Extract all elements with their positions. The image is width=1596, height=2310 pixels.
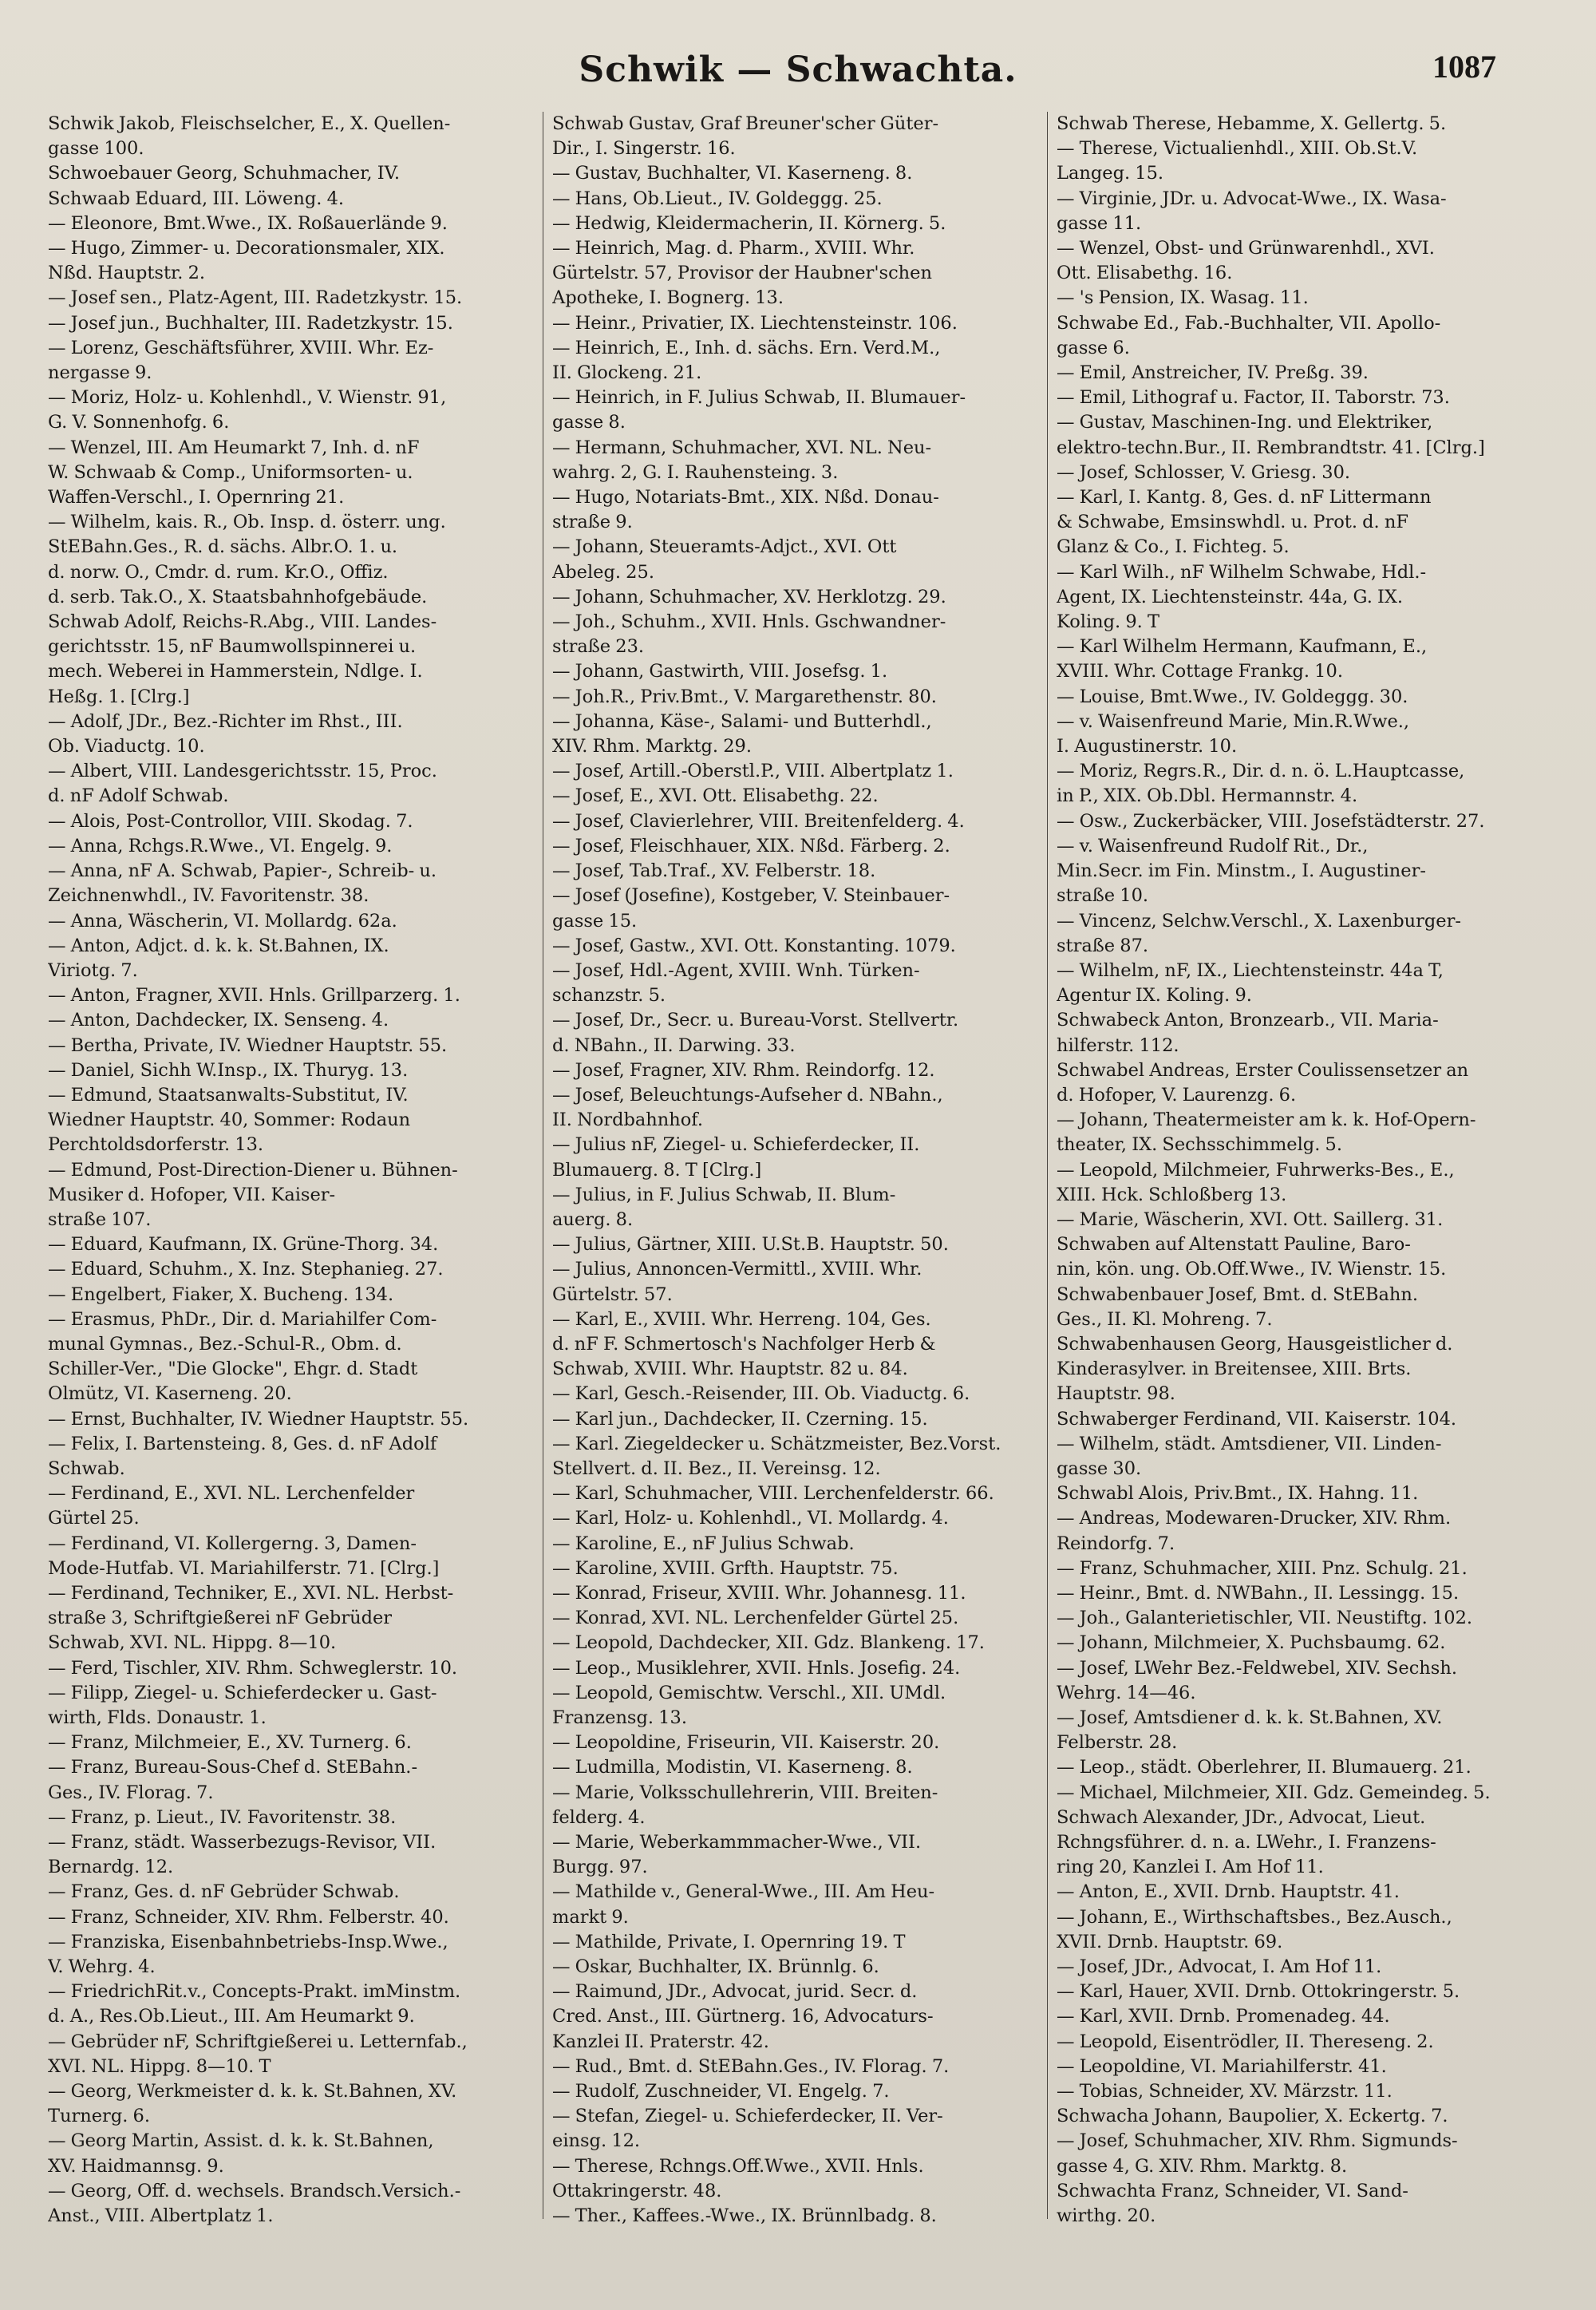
directory-line: Schwabel Andreas, Erster Coulissensetzer an: [1057, 1059, 1469, 1081]
directory-line: Schwab, XVIII. Whr. Hauptstr. 82 u. 84.: [552, 1359, 908, 1380]
directory-line: Schwab, XVI. NL. Hippg. 8—10.: [48, 1632, 337, 1654]
directory-line: — Franz, Schneider, XIV. Rhm. Felberstr. 40.: [48, 1906, 449, 1928]
directory-line: — Joh., Schuhm., XVII. Hnls. Gschwandner-: [552, 611, 946, 633]
directory-line: — Rud., Bmt. d. StEBahn.Ges., IV. Florag. 7.: [552, 2055, 950, 2077]
directory-line: & Schwabe, Emsinswhdl. u. Prot. d. nF: [1057, 512, 1408, 533]
directory-line: Viriotg. 7.: [48, 959, 138, 981]
directory-line: Gürtelstr. 57.: [552, 1284, 673, 1305]
directory-line: Schwaab Eduard, III. Löweng. 4.: [48, 188, 345, 209]
directory-line: in P., XIX. Ob.Dbl. Hermannstr. 4.: [1057, 785, 1358, 807]
directory-line: d. Hofoper, V. Laurenzg. 6.: [1057, 1084, 1297, 1106]
directory-line: — Karl jun., Dachdecker, II. Czerning. 15.: [552, 1408, 928, 1430]
directory-line: — Konrad, XVI. NL. Lerchenfelder Gürtel 25.: [552, 1608, 959, 1629]
directory-line: — Karl, Gesch.-Reisender, III. Ob. Viaductg. 6.: [552, 1383, 970, 1405]
directory-line: gasse 8.: [552, 412, 626, 433]
directory-line: Kinderasylver. in Breitensee, XIII. Brts.: [1057, 1359, 1412, 1380]
directory-line: — Josef, Fleischhauer, XIX. Nßd. Färberg. 2.: [552, 835, 950, 856]
directory-line: — Albert, VIII. Landesgerichtsstr. 15, Proc.: [48, 761, 437, 782]
directory-line: — Ludmilla, Modistin, VI. Kaserneng. 8.: [552, 1757, 913, 1778]
directory-line: Kanzlei II. Praterstr. 42.: [552, 2031, 769, 2052]
directory-line: — Eleonore, Bmt.Wwe., IX. Roßauerlände 9.: [48, 212, 448, 234]
directory-line: — Leop., Musiklehrer, XVII. Hnls. Josefig. 24.: [552, 1657, 961, 1679]
directory-line: — Tobias, Schneider, XV. Märzstr. 11.: [1057, 2081, 1393, 2102]
column-2: [552, 112, 1041, 2267]
directory-line: Agentur IX. Koling. 9.: [1057, 985, 1252, 1007]
directory-line: — Wilhelm, nF, IX., Liechtensteinstr. 44a T,: [1057, 959, 1444, 981]
directory-line: — Joh., Galanterietischler, VII. Neustiftg. 102.: [1057, 1608, 1473, 1629]
directory-line: — Ferdinand, Techniker, E., XVI. NL. Herbst-: [48, 1582, 454, 1604]
directory-line: gasse 11.: [1057, 212, 1142, 234]
directory-line: — v. Waisenfreund Marie, Min.R.Wwe.,: [1057, 710, 1410, 732]
directory-line: Wiedner Hauptstr. 40, Sommer: Rodaun: [48, 1110, 411, 1131]
directory-line: — Rudolf, Zuschneider, VI. Engelg. 7.: [552, 2081, 890, 2102]
directory-line: gasse 4, G. XIV. Rhm. Marktg. 8.: [1057, 2155, 1348, 2177]
directory-line: — Heinr., Bmt. d. NWBahn., II. Lessingg. 15.: [1057, 1582, 1460, 1604]
directory-line: — Louise, Bmt.Wwe., IV. Goldeggg. 30.: [1057, 686, 1408, 707]
column-divider: [1047, 112, 1048, 2219]
directory-line: — Virginie, JDr. u. Advocat-Wwe., IX. Wasa-: [1057, 188, 1447, 209]
directory-line: V. Wehrg. 4.: [48, 1956, 156, 1978]
directory-line: — Raimund, JDr., Advocat, jurid. Secr. d.: [552, 1981, 918, 2003]
directory-line: — Erasmus, PhDr., Dir. d. Mariahilfer Com-: [48, 1308, 437, 1330]
directory-line: — Karl. Ziegeldecker u. Schätzmeister, Bez.Vorst.: [552, 1433, 1001, 1454]
directory-line: Apotheke, I. Bognerg. 13.: [552, 287, 784, 309]
directory-line: — Wenzel, III. Am Heumarkt 7, Inh. d. nF: [48, 437, 420, 458]
directory-line: — Franz, Bureau-Sous-Chef d. StEBahn.-: [48, 1757, 418, 1778]
directory-line: — Adolf, JDr., Bez.-Richter im Rhst., III.: [48, 710, 403, 732]
directory-line: — Ferdinand, VI. Kollergerng. 3, Damen-: [48, 1533, 417, 1554]
directory-line: — Anton, Dachdecker, IX. Senseng. 4.: [48, 1010, 389, 1031]
directory-line: gerichtsstr. 15, nF Baumwollspinnerei u.: [48, 636, 417, 658]
directory-line: — Gebrüder nF, Schriftgießerei u. Letternfab.,: [48, 2031, 468, 2052]
directory-line: hilferstr. 112.: [1057, 1034, 1179, 1056]
directory-line: — Anna, Rchgs.R.Wwe., VI. Engelg. 9.: [48, 835, 393, 856]
directory-line: — Moriz, Regrs.R., Dir. d. n. ö. L.Hauptcasse,: [1057, 761, 1465, 782]
directory-line: — Marie, Weberkammmacher-Wwe., VII.: [552, 1832, 922, 1853]
directory-line: Rchngsführer. d. n. a. LWehr., I. Franzens-: [1057, 1832, 1436, 1853]
directory-line: — Josef, Clavierlehrer, VIII. Breitenfelderg. 4.: [552, 810, 965, 832]
directory-line: Schwachta Franz, Schneider, VI. Sand-: [1057, 2180, 1408, 2201]
directory-line: Schwabenbauer Josef, Bmt. d. StEBahn.: [1057, 1284, 1419, 1305]
directory-line: markt 9.: [552, 1906, 629, 1928]
directory-line: — Marie, Wäscherin, XVI. Ott. Saillerg. 31.: [1057, 1208, 1444, 1230]
directory-line: Schwacha Johann, Baupolier, X. Eckertg. 7.: [1057, 2106, 1448, 2127]
directory-line: — Johann, Steueramts-Adjct., XVI. Ott: [552, 536, 897, 558]
directory-line: — Gustav, Maschinen-Ing. und Elektriker,: [1057, 412, 1433, 433]
directory-line: Anst., VIII. Albertplatz 1.: [48, 2205, 274, 2227]
directory-line: — Vincenz, Selchw.Verschl., X. Laxenburger-: [1057, 910, 1461, 932]
directory-line: — Josef, Hdl.-Agent, XVIII. Wnh. Türken-: [552, 959, 920, 981]
directory-line: — Josef, Gastw., XVI. Ott. Konstanting. 1079.: [552, 935, 956, 956]
directory-line: Mode-Hutfab. VI. Mariahilferstr. 71. [Clrg.]: [48, 1557, 440, 1579]
directory-line: nergasse 9.: [48, 362, 152, 384]
directory-line: Stellvert. d. II. Bez., II. Vereinsg. 12.: [552, 1458, 881, 1479]
directory-line: — Josef, Artill.-Oberstl.P., VIII. Albertplatz 1.: [552, 761, 954, 782]
directory-line: — Josef, Tab.Traf., XV. Felberstr. 18.: [552, 860, 876, 882]
directory-line: — Karl, Holz- u. Kohlenhdl., VI. Mollardg. 4.: [552, 1508, 949, 1529]
directory-line: — Michael, Milchmeier, XII. Gdz. Gemeindeg. 5.: [1057, 1782, 1491, 1803]
directory-line: straße 10.: [1057, 885, 1149, 907]
directory-line: Nßd. Hauptstr. 2.: [48, 263, 206, 284]
directory-line: — Julius, in F. Julius Schwab, II. Blum-: [552, 1184, 896, 1205]
directory-line: nin, kön. ung. Ob.Off.Wwe., IV. Wienstr. 15.: [1057, 1259, 1447, 1280]
directory-line: Schwab Gustav, Graf Breuner'scher Güter-: [552, 113, 939, 134]
directory-line: d. nF F. Schmertosch's Nachfolger Herb &: [552, 1333, 936, 1355]
column-1: [48, 112, 536, 2267]
directory-line: — Karl, Hauer, XVII. Drnb. Ottokringerstr. 5.: [1057, 1981, 1460, 2003]
directory-line: — FriedrichRit.v., Concepts-Prakt. imMinstm.: [48, 1981, 461, 2003]
directory-line: d. nF Adolf Schwab.: [48, 785, 229, 807]
directory-line: XV. Haidmannsg. 9.: [48, 2155, 224, 2177]
directory-line: XVI. NL. Hippg. 8—10. T: [48, 2055, 271, 2077]
directory-line: — Mathilde v., General-Wwe., III. Am Heu-: [552, 1881, 935, 1903]
directory-line: II. Glockeng. 21.: [552, 362, 702, 384]
directory-line: Gürtelstr. 57, Provisor der Haubner'schen: [552, 263, 932, 284]
directory-line: — Karl, I. Kantg. 8, Ges. d. nF Littermann: [1057, 487, 1432, 508]
directory-line: Schwabeck Anton, Bronzearb., VII. Maria-: [1057, 1010, 1439, 1031]
directory-line: — Leopold, Milchmeier, Fuhrwerks-Bes., E.,: [1057, 1159, 1455, 1181]
directory-line: — Edmund, Staatsanwalts-Substitut, IV.: [48, 1084, 409, 1106]
directory-line: Musiker d. Hofoper, VII. Kaiser-: [48, 1184, 336, 1205]
directory-line: — Karl, XVII. Drnb. Promenadeg. 44.: [1057, 2006, 1390, 2027]
directory-line: II. Nordbahnhof.: [552, 1110, 703, 1131]
directory-line: — Julius, Gärtner, XIII. U.St.B. Hauptstr. 50.: [552, 1234, 949, 1256]
directory-line: — Johann, E., Wirthschaftsbes., Bez.Ausch.,: [1057, 1906, 1452, 1928]
directory-line: Turnerg. 6.: [48, 2106, 150, 2127]
directory-line: Ob. Viaductg. 10.: [48, 736, 205, 757]
directory-line: Blumauerg. 8. T [Clrg.]: [552, 1159, 762, 1181]
directory-line: I. Augustinerstr. 10.: [1057, 736, 1238, 757]
directory-line: d. NBahn., II. Darwing. 33.: [552, 1034, 796, 1056]
directory-line: felderg. 4.: [552, 1806, 646, 1828]
directory-line: Schwaben auf Altenstatt Pauline, Baro-: [1057, 1234, 1411, 1256]
directory-line: — Karoline, XVIII. Grfth. Hauptstr. 75.: [552, 1557, 899, 1579]
directory-line: Koling. 9. T: [1057, 611, 1159, 633]
directory-line: — Leop., städt. Oberlehrer, II. Blumauerg. 21.: [1057, 1757, 1472, 1778]
directory-line: — Hans, Ob.Lieut., IV. Goldeggg. 25.: [552, 188, 883, 209]
directory-line: — Georg Martin, Assist. d. k. k. St.Bahnen,: [48, 2130, 434, 2152]
directory-line: — Josef, E., XVI. Ott. Elisabethg. 22.: [552, 785, 879, 807]
directory-line: — Lorenz, Geschäftsführer, XVIII. Whr. Ez-: [48, 337, 434, 358]
directory-line: — Leopold, Eisentrödler, II. Thereseng. 2.: [1057, 2031, 1434, 2052]
directory-line: — Leopold, Gemischtw. Verschl., XII. UMdl.: [552, 1682, 946, 1703]
directory-line: — Georg, Werkmeister d. k. k. St.Bahnen, XV.: [48, 2081, 457, 2102]
directory-line: — Edmund, Post-Direction-Diener u. Bühnen-: [48, 1159, 458, 1181]
directory-line: Waffen-Verschl., I. Opernring 21.: [48, 487, 345, 508]
directory-line: — Franz, Ges. d. nF Gebrüder Schwab.: [48, 1881, 400, 1903]
directory-line: — Felix, I. Bartensteing. 8, Ges. d. nF Adolf: [48, 1433, 437, 1454]
directory-line: XVII. Drnb. Hauptstr. 69.: [1057, 1931, 1283, 1952]
directory-line: — Anton, Adjct. d. k. k. St.Bahnen, IX.: [48, 935, 389, 956]
directory-line: — Engelbert, Fiaker, X. Bucheng. 134.: [48, 1284, 394, 1305]
directory-line: Hauptstr. 98.: [1057, 1383, 1175, 1405]
directory-columns: [48, 112, 1548, 2267]
directory-line: Schwach Alexander, JDr., Advocat, Lieut.: [1057, 1806, 1426, 1828]
directory-line: Ott. Elisabethg. 16.: [1057, 263, 1233, 284]
directory-line: — Oskar, Buchhalter, IX. Brünnlg. 6.: [552, 1956, 879, 1978]
directory-line: — Eduard, Schuhm., X. Inz. Stephanieg. 27.: [48, 1259, 444, 1280]
directory-line: — Franz, Milchmeier, E., XV. Turnerg. 6.: [48, 1732, 412, 1754]
directory-line: straße 107.: [48, 1208, 152, 1230]
directory-line: Schwabenhausen Georg, Hausgeistlicher d.: [1057, 1333, 1453, 1355]
directory-line: — Emil, Anstreicher, IV. Preßg. 39.: [1057, 362, 1369, 384]
directory-line: — Leopoldine, VI. Mariahilferstr. 41.: [1057, 2055, 1387, 2077]
directory-line: munal Gymnas., Bez.-Schul-R., Obm. d.: [48, 1333, 402, 1355]
directory-line: — Therese, Victualienhdl., XIII. Ob.St.V.: [1057, 138, 1418, 160]
directory-line: Schwik Jakob, Fleischselcher, E., X. Quellen-: [48, 113, 451, 134]
directory-line: — Hugo, Notariats-Bmt., XIX. Nßd. Donau-: [552, 487, 939, 508]
directory-line: — Mathilde, Private, I. Opernring 19. T: [552, 1931, 906, 1952]
directory-line: Ges., IV. Florag. 7.: [48, 1782, 214, 1803]
directory-line: — Josef, Beleuchtungs-Aufseher d. NBahn.,: [552, 1084, 943, 1106]
directory-line: — Heinr., Privatier, IX. Liechtensteinstr. 106.: [552, 312, 958, 334]
directory-line: — Josef, JDr., Advocat, I. Am Hof 11.: [1057, 1956, 1382, 1978]
directory-line: — Filipp, Ziegel- u. Schieferdecker u. Gast-: [48, 1682, 437, 1703]
directory-line: gasse 30.: [1057, 1458, 1142, 1479]
directory-line: Wehrg. 14—46.: [1057, 1682, 1196, 1703]
directory-line: wirth, Flds. Donaustr. 1.: [48, 1707, 267, 1728]
directory-line: — Ther., Kaffees.-Wwe., IX. Brünnlbadg. 8.: [552, 2205, 937, 2227]
directory-line: XVIII. Whr. Cottage Frankg. 10.: [1057, 661, 1343, 682]
directory-line: — Hermann, Schuhmacher, XVI. NL. Neu-: [552, 437, 932, 458]
directory-line: theater, IX. Sechsschimmelg. 5.: [1057, 1134, 1342, 1156]
directory-line: — Franz, p. Lieut., IV. Favoritenstr. 38.: [48, 1806, 397, 1828]
directory-line: — Josef (Josefine), Kostgeber, V. Steinbauer-: [552, 885, 950, 907]
directory-line: Schwabl Alois, Priv.Bmt., IX. Hahng. 11.: [1057, 1483, 1419, 1505]
directory-line: — v. Waisenfreund Rudolf Rit., Dr.,: [1057, 835, 1369, 856]
directory-line: — Karl Wilhelm Hermann, Kaufmann, E.,: [1057, 636, 1428, 658]
directory-line: gasse 100.: [48, 138, 144, 160]
directory-line: — Marie, Volksschullehrerin, VIII. Breiten-: [552, 1782, 938, 1803]
directory-line: Gürtel 25.: [48, 1508, 140, 1529]
directory-line: — Johanna, Käse-, Salami- und Butterhdl.,: [552, 710, 932, 732]
directory-line: — Johann, Schuhmacher, XV. Herklotzg. 29.: [552, 586, 946, 607]
directory-line: — Osw., Zuckerbäcker, VIII. Josefstädterstr. 27.: [1057, 810, 1485, 832]
directory-line: — Wenzel, Obst- und Grünwarenhdl., XVI.: [1057, 238, 1435, 259]
directory-line: — Leopold, Dachdecker, XII. Gdz. Blankeng. 17.: [552, 1632, 985, 1654]
directory-line: — Josef, Dr., Secr. u. Bureau-Vorst. Stellvertr.: [552, 1010, 959, 1031]
directory-line: d. A., Res.Ob.Lieut., III. Am Heumarkt 9.: [48, 2006, 415, 2027]
directory-line: — Johann, Gastwirth, VIII. Josefsg. 1.: [552, 661, 888, 682]
directory-line: straße 23.: [552, 636, 645, 658]
directory-line: — Josef, LWehr Bez.-Feldwebel, XIV. Sechsh.: [1057, 1657, 1457, 1679]
directory-line: — Johann, Milchmeier, X. Puchsbaumg. 62.: [1057, 1632, 1446, 1654]
directory-line: Schwabe Ed., Fab.-Buchhalter, VII. Apollo-: [1057, 312, 1441, 334]
directory-line: gasse 6.: [1057, 337, 1130, 358]
directory-line: — Josef, Fragner, XIV. Rhm. Reindorfg. 12.: [552, 1059, 935, 1081]
directory-line: — Gustav, Buchhalter, VI. Kaserneng. 8.: [552, 163, 913, 184]
directory-line: — Therese, Rchngs.Off.Wwe., XVII. Hnls.: [552, 2155, 924, 2177]
directory-line: Abeleg. 25.: [552, 561, 654, 583]
directory-line: Cred. Anst., III. Gürtnerg. 16, Advocaturs-: [552, 2006, 934, 2027]
directory-line: Ottakringerstr. 48.: [552, 2180, 722, 2201]
directory-line: — Stefan, Ziegel- u. Schieferdecker, II. Ver-: [552, 2106, 943, 2127]
directory-line: — Ferd, Tischler, XIV. Rhm. Schweglerstr. 10.: [48, 1657, 458, 1679]
directory-line: — Ernst, Buchhalter, IV. Wiedner Hauptstr. 55.: [48, 1408, 469, 1430]
directory-line: wahrg. 2, G. I. Rauhensteing. 3.: [552, 461, 839, 483]
directory-line: d. serb. Tak.O., X. Staatsbahnhofgebäude.: [48, 586, 428, 607]
directory-line: — Ferdinand, E., XVI. NL. Lerchenfelder: [48, 1483, 415, 1505]
directory-line: — Heinrich, Mag. d. Pharm., XVIII. Whr.: [552, 238, 915, 259]
directory-line: — Franziska, Eisenbahnbetriebs-Insp.Wwe.,: [48, 1931, 448, 1952]
directory-line: — Julius, Annoncen-Vermittl., XVIII. Whr.: [552, 1259, 922, 1280]
directory-line: Schiller-Ver., "Die Glocke", Ehgr. d. Stadt: [48, 1359, 418, 1380]
column-3: [1057, 112, 1545, 2267]
directory-line: mech. Weberei in Hammerstein, Ndlge. I.: [48, 661, 423, 682]
directory-line: Schwab Therese, Hebamme, X. Gellertg. 5.: [1057, 113, 1447, 134]
directory-line: — Emil, Lithograf u. Factor, II. Taborstr. 73.: [1057, 387, 1450, 409]
directory-line: Reindorfg. 7.: [1057, 1533, 1175, 1554]
directory-line: — Heinrich, in F. Julius Schwab, II. Blumauer-: [552, 387, 966, 409]
directory-line: — Anna, nF A. Schwab, Papier-, Schreib- u.: [48, 860, 437, 882]
directory-line: Schwab Adolf, Reichs-R.Abg., VIII. Landes-: [48, 611, 437, 633]
directory-line: — Andreas, Modewaren-Drucker, XIV. Rhm.: [1057, 1508, 1452, 1529]
directory-line: — Josef, Amtsdiener d. k. k. St.Bahnen, XV.: [1057, 1707, 1443, 1728]
directory-line: — 's Pension, IX. Wasag. 11.: [1057, 287, 1309, 309]
directory-line: d. norw. O., Cmdr. d. rum. Kr.O., Offiz.: [48, 561, 389, 583]
directory-line: — Josef jun., Buchhalter, III. Radetzkystr. 15.: [48, 312, 453, 334]
directory-line: — Bertha, Private, IV. Wiedner Hauptstr. 55.: [48, 1034, 448, 1056]
directory-line: ring 20, Kanzlei I. Am Hof 11.: [1057, 1857, 1324, 1878]
directory-line: — Julius nF, Ziegel- u. Schieferdecker, II.: [552, 1134, 920, 1156]
directory-line: — Moriz, Holz- u. Kohlenhdl., V. Wienstr. 91,: [48, 387, 447, 409]
directory-line: Burgg. 97.: [552, 1857, 648, 1878]
directory-line: — Franz, städt. Wasserbezugs-Revisor, VII.: [48, 1832, 437, 1853]
directory-line: Ges., II. Kl. Mohreng. 7.: [1057, 1308, 1273, 1330]
directory-line: Bernardg. 12.: [48, 1857, 174, 1878]
directory-line: — Karl, E., XVIII. Whr. Herreng. 104, Ges.: [552, 1308, 931, 1330]
directory-line: Felberstr. 28.: [1057, 1732, 1178, 1754]
directory-line: — Eduard, Kaufmann, IX. Grüne-Thorg. 34.: [48, 1234, 439, 1256]
directory-line: — Johann, Theatermeister am k. k. Hof-Opern-: [1057, 1110, 1476, 1131]
directory-line: XIV. Rhm. Marktg. 29.: [552, 736, 752, 757]
directory-line: Langeg. 15.: [1057, 163, 1164, 184]
directory-line: Min.Secr. im Fin. Minstm., I. Augustiner-: [1057, 860, 1426, 882]
directory-line: elektro-techn.Bur., II. Rembrandtstr. 41. [Clrg.]: [1057, 437, 1485, 458]
directory-line: Zeichnenwhdl., IV. Favoritenstr. 38.: [48, 885, 369, 907]
directory-line: XIII. Hck. Schloßberg 13.: [1057, 1184, 1287, 1205]
directory-line: — Anna, Wäscherin, VI. Mollardg. 62a.: [48, 910, 397, 932]
directory-line: Dir., I. Singerstr. 16.: [552, 138, 736, 160]
directory-line: Schwab.: [48, 1458, 125, 1479]
directory-line: — Josef, Schuhmacher, XIV. Rhm. Sigmunds-: [1057, 2130, 1458, 2152]
directory-line: W. Schwaab & Comp., Uniformsorten- u.: [48, 461, 413, 483]
directory-line: — Josef sen., Platz-Agent, III. Radetzkystr. 15.: [48, 287, 463, 309]
directory-line: G. V. Sonnenhofg. 6.: [48, 412, 230, 433]
directory-line: Heßg. 1. [Clrg.]: [48, 686, 190, 707]
directory-line: — Karl Wilh., nF Wilhelm Schwabe, Hdl.-: [1057, 561, 1427, 583]
directory-line: — Daniel, Sichh W.Insp., IX. Thuryg. 13.: [48, 1059, 409, 1081]
directory-line: Schwaberger Ferdinand, VII. Kaiserstr. 104.: [1057, 1408, 1457, 1430]
directory-line: schanzstr. 5.: [552, 985, 666, 1007]
directory-line: — Alois, Post-Controllor, VIII. Skodag. 7.: [48, 810, 413, 832]
directory-line: StEBahn.Ges., R. d. sächs. Albr.O. 1. u.: [48, 536, 398, 558]
directory-line: — Anton, Fragner, XVII. Hnls. Grillparzerg. 1.: [48, 985, 460, 1007]
directory-line: Glanz & Co., I. Fichteg. 5.: [1057, 536, 1290, 558]
page-number: 1087: [1432, 49, 1496, 85]
directory-line: — Wilhelm, kais. R., Ob. Insp. d. österr. ung.: [48, 512, 446, 533]
directory-line: — Josef, Schlosser, V. Griesg. 30.: [1057, 461, 1351, 483]
directory-line: — Karl, Schuhmacher, VIII. Lerchenfelderstr. 66.: [552, 1483, 994, 1505]
directory-line: wirthg. 20.: [1057, 2205, 1156, 2227]
directory-line: — Franz, Schuhmacher, XIII. Pnz. Schulg. 21.: [1057, 1557, 1468, 1579]
directory-line: Schwoebauer Georg, Schuhmacher, IV.: [48, 163, 401, 184]
directory-line: gasse 15.: [552, 910, 638, 932]
directory-line: straße 3, Schriftgießerei nF Gebrüder: [48, 1608, 393, 1629]
directory-line: — Joh.R., Priv.Bmt., V. Margarethenstr. 80.: [552, 686, 937, 707]
directory-line: — Heinrich, E., Inh. d. sächs. Ern. Verd.M.,: [552, 337, 941, 358]
directory-line: — Anton, E., XVII. Drnb. Hauptstr. 41.: [1057, 1881, 1400, 1903]
directory-line: Agent, IX. Liechtensteinstr. 44a, G. IX.: [1057, 586, 1404, 607]
directory-line: — Leopoldine, Friseurin, VII. Kaiserstr. 20.: [552, 1732, 940, 1754]
directory-line: auerg. 8.: [552, 1208, 634, 1230]
directory-line: — Wilhelm, städt. Amtsdiener, VII. Linden-: [1057, 1433, 1442, 1454]
directory-line: — Karoline, E., nF Julius Schwab.: [552, 1533, 855, 1554]
page-title: Schwik — Schwachta.: [579, 49, 1017, 90]
directory-line: — Konrad, Friseur, XVIII. Whr. Johannesg. 11.: [552, 1582, 966, 1604]
directory-line: Perchtoldsdorferstr. 13.: [48, 1134, 264, 1156]
directory-line: straße 9.: [552, 512, 633, 533]
directory-line: — Hedwig, Kleidermacherin, II. Körnerg. 5.: [552, 212, 946, 234]
directory-line: straße 87.: [1057, 935, 1149, 956]
directory-line: — Hugo, Zimmer- u. Decorationsmaler, XIX.: [48, 238, 445, 259]
directory-line: einsg. 12.: [552, 2130, 641, 2152]
directory-line: — Georg, Off. d. wechsels. Brandsch.Versich.-: [48, 2180, 461, 2201]
directory-line: Olmütz, VI. Kaserneng. 20.: [48, 1383, 292, 1405]
directory-line: Franzensg. 13.: [552, 1707, 687, 1728]
